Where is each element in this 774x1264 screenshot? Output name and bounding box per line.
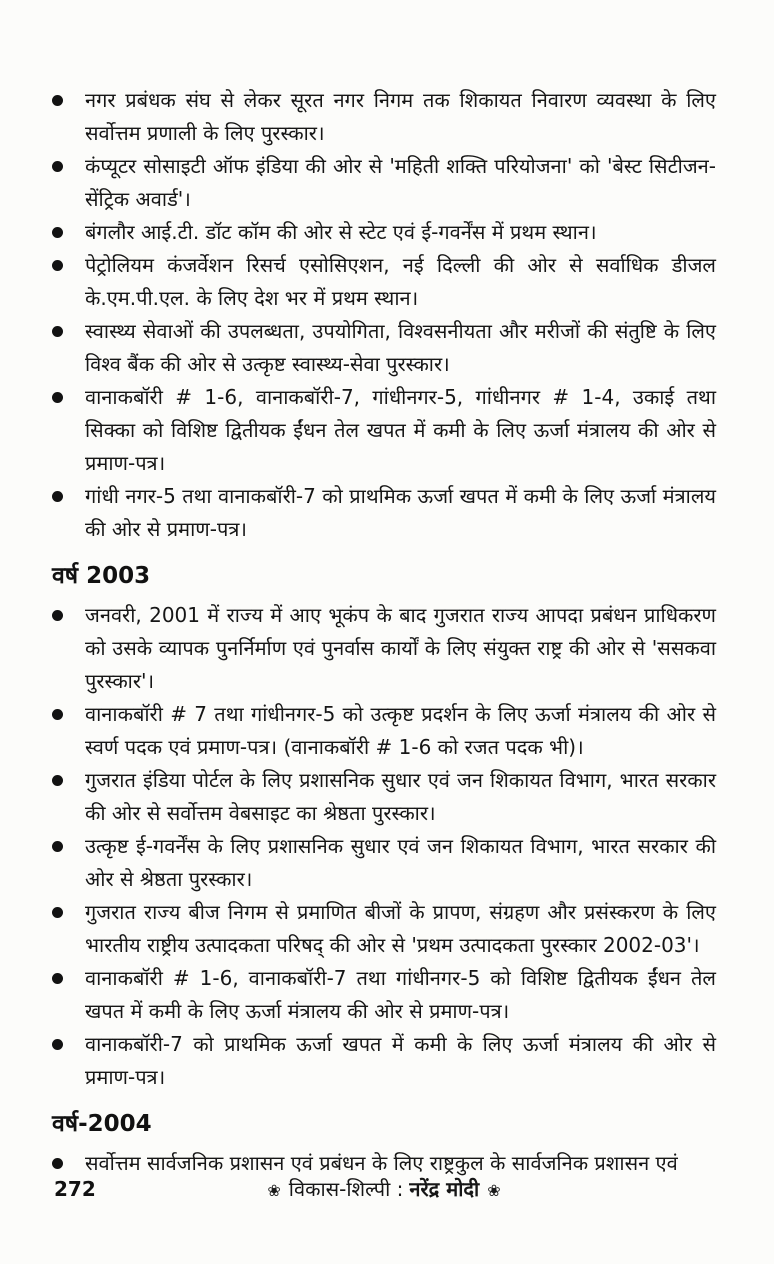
bullet-text: उत्कृष्ट ई-गवर्नेंस के लिए प्रशासनिक सुधार एवं जन शिकायत विभाग, भारत सरकार की ओर से श्रेष्ठता पुरस्कार। xyxy=(85,834,716,891)
section-heading: वर्ष-2004 xyxy=(52,1111,152,1137)
list-item xyxy=(52,315,716,381)
bullet-icon xyxy=(52,381,85,403)
bullet-icon xyxy=(52,150,85,172)
running-title xyxy=(259,1172,508,1208)
list-item xyxy=(52,216,716,249)
bullet-icon xyxy=(52,764,85,786)
bullet-text: गुजरात इंडिया पोर्टल के लिए प्रशासनिक सुधार एवं जन शिकायत विभाग, भारत सरकार की ओर से सर्वोत्तम वेबसाइट का श्रेष्ठता पुरस्कार। xyxy=(85,768,716,825)
list-item xyxy=(52,830,716,896)
bullet-text: वानाकबॉरी # 1-6, वानाकबॉरी-7 तथा गांधीनगर-5 को विशिष्ट द्वितीयक ईंधन तेल खपत में कमी के लिए ऊर्जा मंत्रालय की ओर से प्रमाण-पत्र। xyxy=(85,966,716,1023)
document-body xyxy=(52,84,716,1180)
bullet-text: वानाकबॉरी-7 को प्राथमिक ऊर्जा खपत में कमी के लिए ऊर्जा मंत्रालय की ओर से प्रमाण-पत्र। xyxy=(85,1032,716,1089)
bullet-text: वानाकबॉरी # 1-6, वानाकबॉरी-7, गांधीनगर-5, गांधीनगर # 1-4, उकाई तथा सिक्का को विशिष्ट द्वितीयक ईंधन तेल खपत में कमी के लिए ऊर्जा मंत्रालय की ओर से प्रमाण-पत्र। xyxy=(85,385,716,475)
bullet-icon xyxy=(52,896,85,918)
section-heading: वर्ष 2003 xyxy=(52,563,151,589)
bullet-text: पेट्रोलियम कंजर्वेशन रिसर्च एसोसिएशन, नई दिल्ली की ओर से सर्वाधिक डीजल के.एम.पी.एल. के लिए देश भर में प्रथम स्थान। xyxy=(85,253,716,310)
flower-ornament-icon: ❀ xyxy=(487,1181,501,1200)
bullet-icon xyxy=(52,315,85,337)
flower-ornament-icon: ❀ xyxy=(267,1181,281,1200)
bullet-icon xyxy=(52,1028,85,1050)
bullet-icon xyxy=(52,830,85,852)
list-item xyxy=(52,381,716,480)
list-item xyxy=(52,480,716,546)
bullet-text: बंगलौर आई.टी. डॉट कॉम की ओर से स्टेट एवं ई-गवर्नेंस में प्रथम स्थान। xyxy=(85,220,597,244)
bullet-text: कंप्यूटर सोसाइटी ऑफ इंडिया की ओर से 'महिती शक्ति परियोजना' को 'बेस्ट सिटीजन-सेंट्रिक अवार्ड'। xyxy=(85,154,716,211)
page-number: 272 xyxy=(54,1177,96,1201)
bullet-text: जनवरी, 2001 में राज्य में आए भूकंप के बाद गुजरात राज्य आपदा प्रबंधन प्राधिकरण को उसके व्यापक पुनर्निर्माण एवं पुनर्वास कार्यों के लिए संयुक्त राष्ट्र की ओर से 'ससकवा पुरस्कार'। xyxy=(85,603,716,693)
bullet-icon xyxy=(52,599,85,621)
bullet-icon xyxy=(52,1147,85,1169)
list-item xyxy=(52,1028,716,1094)
bullet-icon xyxy=(52,962,85,984)
bullet-text: गुजरात राज्य बीज निगम से प्रमाणित बीजों के प्रापण, संग्रहण और प्रसंस्करण के लिए भारतीय राष्ट्रीय उत्पादकता परिषद् की ओर से 'प्रथम उत्पादकता पुरस्कार 2002-03'। xyxy=(85,900,716,957)
list-item xyxy=(52,599,716,698)
list-item xyxy=(52,962,716,1028)
list-item xyxy=(52,84,716,150)
bullet-text: वानाकबॉरी # 7 तथा गांधीनगर-5 को उत्कृष्ट प्रदर्शन के लिए ऊर्जा मंत्रालय की ओर से स्वर्ण पदक एवं प्रमाण-पत्र। (वानाकबॉरी # 1-6 को रजत पदक भी)। xyxy=(85,702,716,759)
bullet-text: स्वास्थ्य सेवाओं की उपलब्धता, उपयोगिता, विश्वसनीयता और मरीजों की संतुष्टि के लिए विश्व बैंक की ओर से उत्कृष्ट स्वास्थ्य-सेवा पुरस्कार। xyxy=(85,319,716,376)
list-item xyxy=(52,150,716,216)
bullet-icon xyxy=(52,249,85,271)
bullet-icon xyxy=(52,216,85,238)
list-item xyxy=(52,896,716,962)
bullet-text: गांधी नगर-5 तथा वानाकबॉरी-7 को प्राथमिक ऊर्जा खपत में कमी के लिए ऊर्जा मंत्रालय की ओर से प्रमाण-पत्र। xyxy=(85,484,716,541)
author-name: नरेंद्र मोदी xyxy=(409,1177,480,1201)
bullet-icon xyxy=(52,84,85,106)
page-footer xyxy=(52,1172,716,1206)
list-item xyxy=(52,764,716,830)
list-item xyxy=(52,249,716,315)
bullet-icon xyxy=(52,480,85,502)
book-title: विकास-शिल्पी : xyxy=(288,1177,404,1201)
list-item xyxy=(52,698,716,764)
bullet-text: नगर प्रबंधक संघ से लेकर सूरत नगर निगम तक शिकायत निवारण व्यवस्था के लिए सर्वोत्तम प्रणाली के लिए पुरस्कार। xyxy=(85,88,716,145)
bullet-icon xyxy=(52,698,85,720)
bullet-text: सर्वोत्तम सार्वजनिक प्रशासन एवं प्रबंधन के लिए राष्ट्रकुल के सार्वजनिक प्रशासन एवं xyxy=(85,1151,678,1175)
